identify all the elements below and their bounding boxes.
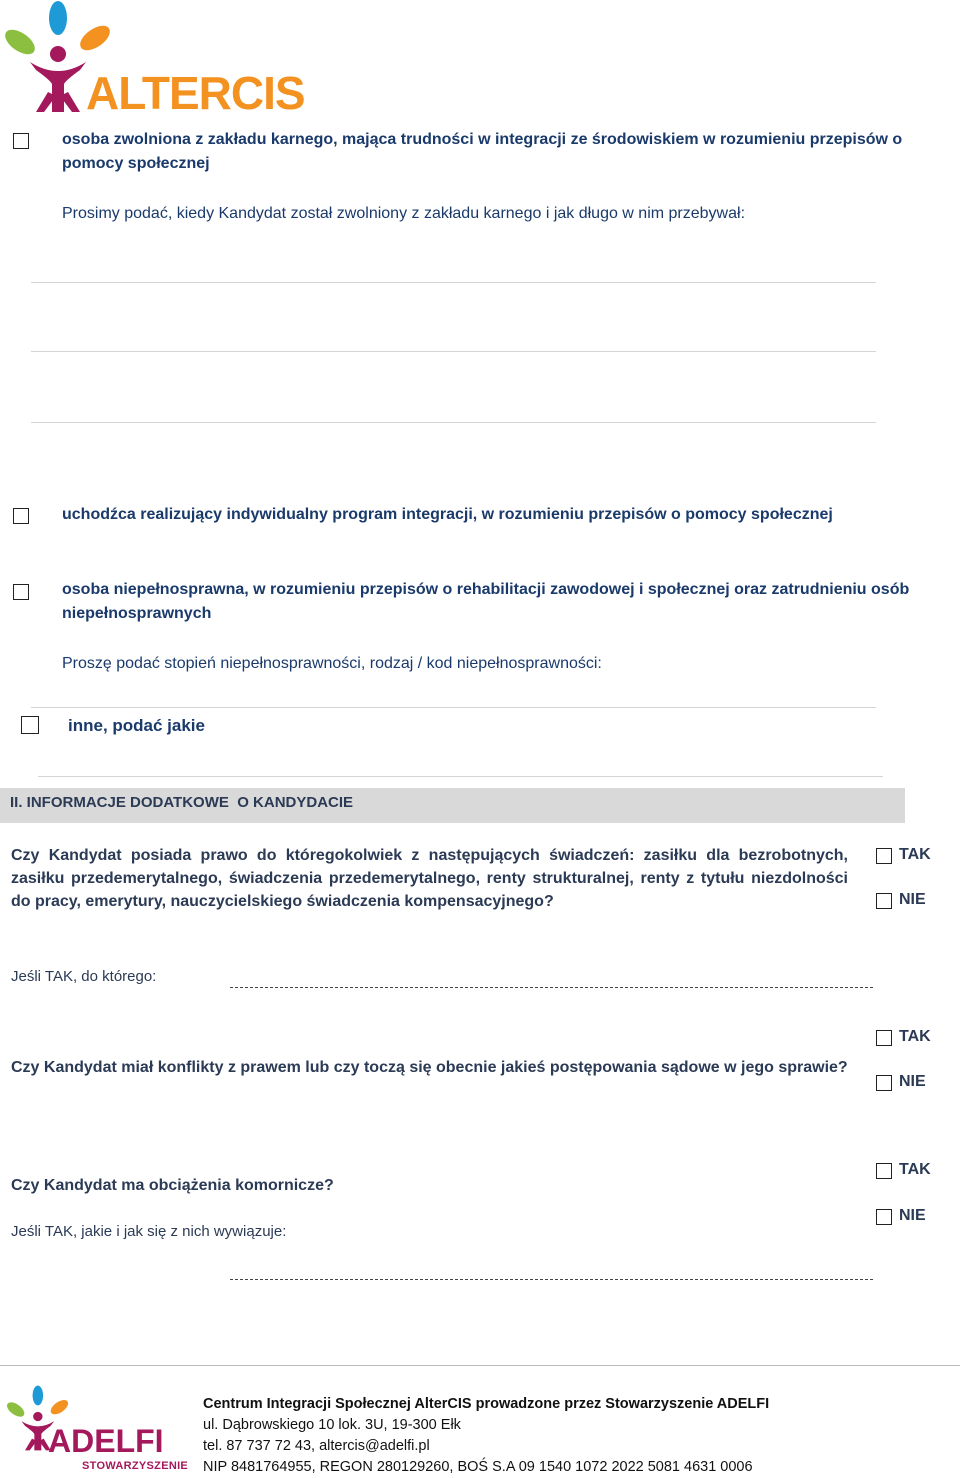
benefits-answer-line[interactable]	[230, 987, 873, 988]
question-legal: Czy Kandydat miał konflikty z prawem lub czy toczą się obecnie jakieś postępowania sądowe w jego sprawie?	[11, 1059, 848, 1076]
footer-registry: NIP 8481764955, REGON 280129260, BOŚ S.A 09 1540 1072 2022 5081 4631 0006	[203, 1459, 753, 1475]
other-checkbox[interactable]	[21, 716, 39, 734]
released-prisoner-checkbox[interactable]	[13, 133, 29, 149]
answer-line[interactable]	[31, 707, 876, 708]
answer-line[interactable]	[31, 351, 876, 352]
footer-address: ul. Dąbrowskiego 10 lok. 3U, 19-300 Ełk	[203, 1417, 461, 1433]
logo-wordmark: ALTERCIS	[86, 67, 305, 119]
legal-no-label: NIE	[899, 1073, 926, 1090]
bailiff-yes-label: TAK	[899, 1161, 931, 1178]
legal-yes-label: TAK	[899, 1028, 931, 1045]
question-bailiff: Czy Kandydat ma obciążenia komornicze?	[11, 1177, 334, 1194]
bailiff-no-checkbox[interactable]	[876, 1209, 892, 1225]
other-label: inne, podać jakie	[68, 716, 205, 735]
benefits-no-label: NIE	[899, 891, 926, 908]
question-benefits: Czy Kandydat posiada prawo do któregokolwiek z następujących świadczeń: zasiłku dla bezrobotnych, zasiłku przedemerytalnego, świadczenia przedemerytalnego, renty strukturalnej, renty z tytułu niezdolności do pracy, emerytury, nauczycielskiego świadczenia kompensacyjnego?	[11, 847, 848, 910]
answer-line[interactable]	[38, 776, 883, 777]
section-title: II. INFORMACJE DODATKOWE O KANDYDACIE	[10, 794, 354, 811]
released-prisoner-label: osoba zwolniona z zakładu karnego, mająca trudności w integracji ze środowiskiem w rozumieniu przepisów o pomocy społecznej	[62, 131, 903, 172]
disability-prompt: Proszę podać stopień niepełnosprawności, rodzaj / kod niepełnosprawności:	[62, 655, 602, 672]
disabled-person-checkbox[interactable]	[13, 584, 29, 600]
benefits-followup-label: Jeśli TAK, do którego:	[11, 968, 157, 985]
benefits-yes-checkbox[interactable]	[876, 848, 892, 864]
bailiff-answer-line[interactable]	[230, 1279, 873, 1280]
legal-no-checkbox[interactable]	[876, 1075, 892, 1091]
answer-line[interactable]	[31, 422, 876, 423]
disabled-person-label: osoba niepełnosprawna, w rozumieniu przepisów o rehabilitacji zawodowej i społecznej oraz zatrudnieniu osób niepełnosprawnych	[62, 581, 910, 622]
refugee-checkbox[interactable]	[13, 508, 29, 524]
footer-org-name: Centrum Integracji Społecznej AlterCIS prowadzone przez Stowarzyszenie ADELFI	[203, 1396, 770, 1412]
adelfi-subtext: STOWARZYSZENIE	[82, 1460, 189, 1472]
benefits-no-checkbox[interactable]	[876, 893, 892, 909]
released-prisoner-prompt: Prosimy podać, kiedy Kandydat został zwolniony z zakładu karnego i jak długo w nim przebywał:	[62, 205, 746, 222]
altercis-logo	[0, 0, 305, 120]
bailiff-no-label: NIE	[899, 1207, 926, 1224]
adelfi-wordmark: ADELFI	[48, 1423, 164, 1459]
benefits-yes-label: TAK	[899, 846, 931, 863]
adelfi-logo	[0, 1385, 190, 1475]
footer-contact: tel. 87 737 72 43, altercis@adelfi.pl	[203, 1438, 430, 1454]
answer-line[interactable]	[31, 282, 876, 283]
bailiff-followup-label: Jeśli TAK, jakie i jak się z nich wywiązuje:	[11, 1223, 287, 1240]
footer-divider	[0, 1365, 960, 1366]
refugee-label: uchodźca realizujący indywidualny program integracji, w rozumieniu przepisów o pomocy społecznej	[62, 506, 833, 523]
bailiff-yes-checkbox[interactable]	[876, 1163, 892, 1179]
legal-yes-checkbox[interactable]	[876, 1030, 892, 1046]
